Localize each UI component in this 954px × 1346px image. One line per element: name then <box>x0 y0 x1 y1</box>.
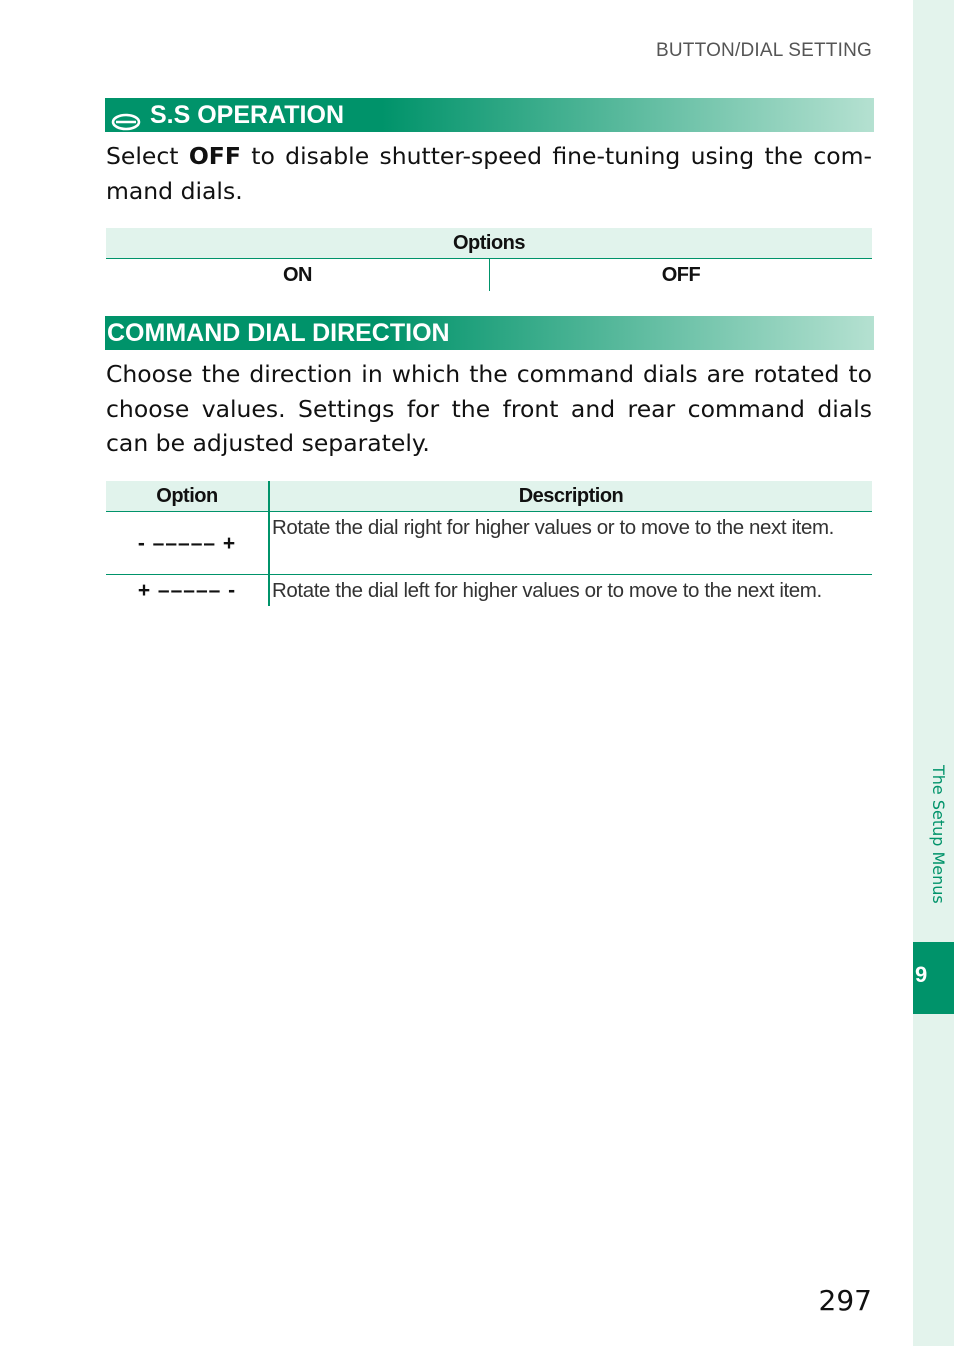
chapter-side-strip <box>913 0 954 1346</box>
chapter-label: The Setup Menus <box>929 765 948 904</box>
section-heading-ss-operation <box>105 98 874 132</box>
section-title: COMMAND DIAL DIRECTION <box>107 319 450 347</box>
off-keyword: OFF <box>188 142 241 170</box>
table-row <box>106 512 872 575</box>
option-column-header: Option <box>106 481 269 512</box>
section-heading-command-dial-direction <box>105 316 874 350</box>
option-cell: + ––––– - <box>106 575 269 607</box>
description-cell: Rotate the dial left for higher values or to move to the next item. <box>272 579 822 602</box>
table-row <box>106 575 872 607</box>
ss-operation-options-table <box>106 228 872 291</box>
description-cell: Rotate the dial right for higher values or to move to the next item. <box>269 512 872 575</box>
option-cell: - ––––– + <box>106 512 269 575</box>
description-column-header: Description <box>269 481 872 512</box>
ss-operation-description: Select OFF to disable shutter-speed fine-tuning using the command dials. <box>106 142 873 205</box>
section-title: S.S OPERATION <box>150 101 345 129</box>
option-off: OFF <box>661 263 701 286</box>
command-dial-table <box>106 481 872 606</box>
chapter-tab: 9 <box>913 942 954 1014</box>
running-header: BUTTON/DIAL SETTING <box>656 40 872 61</box>
dial-icon <box>111 106 141 124</box>
page-number: 297 <box>818 1284 872 1317</box>
options-header: Options <box>106 228 872 259</box>
option-on: ON <box>106 259 490 292</box>
command-dial-description: Choose the direction in which the command dials are rotated to choose values. Settings for the front and rear command dials can be adjusted separately. <box>106 360 872 457</box>
